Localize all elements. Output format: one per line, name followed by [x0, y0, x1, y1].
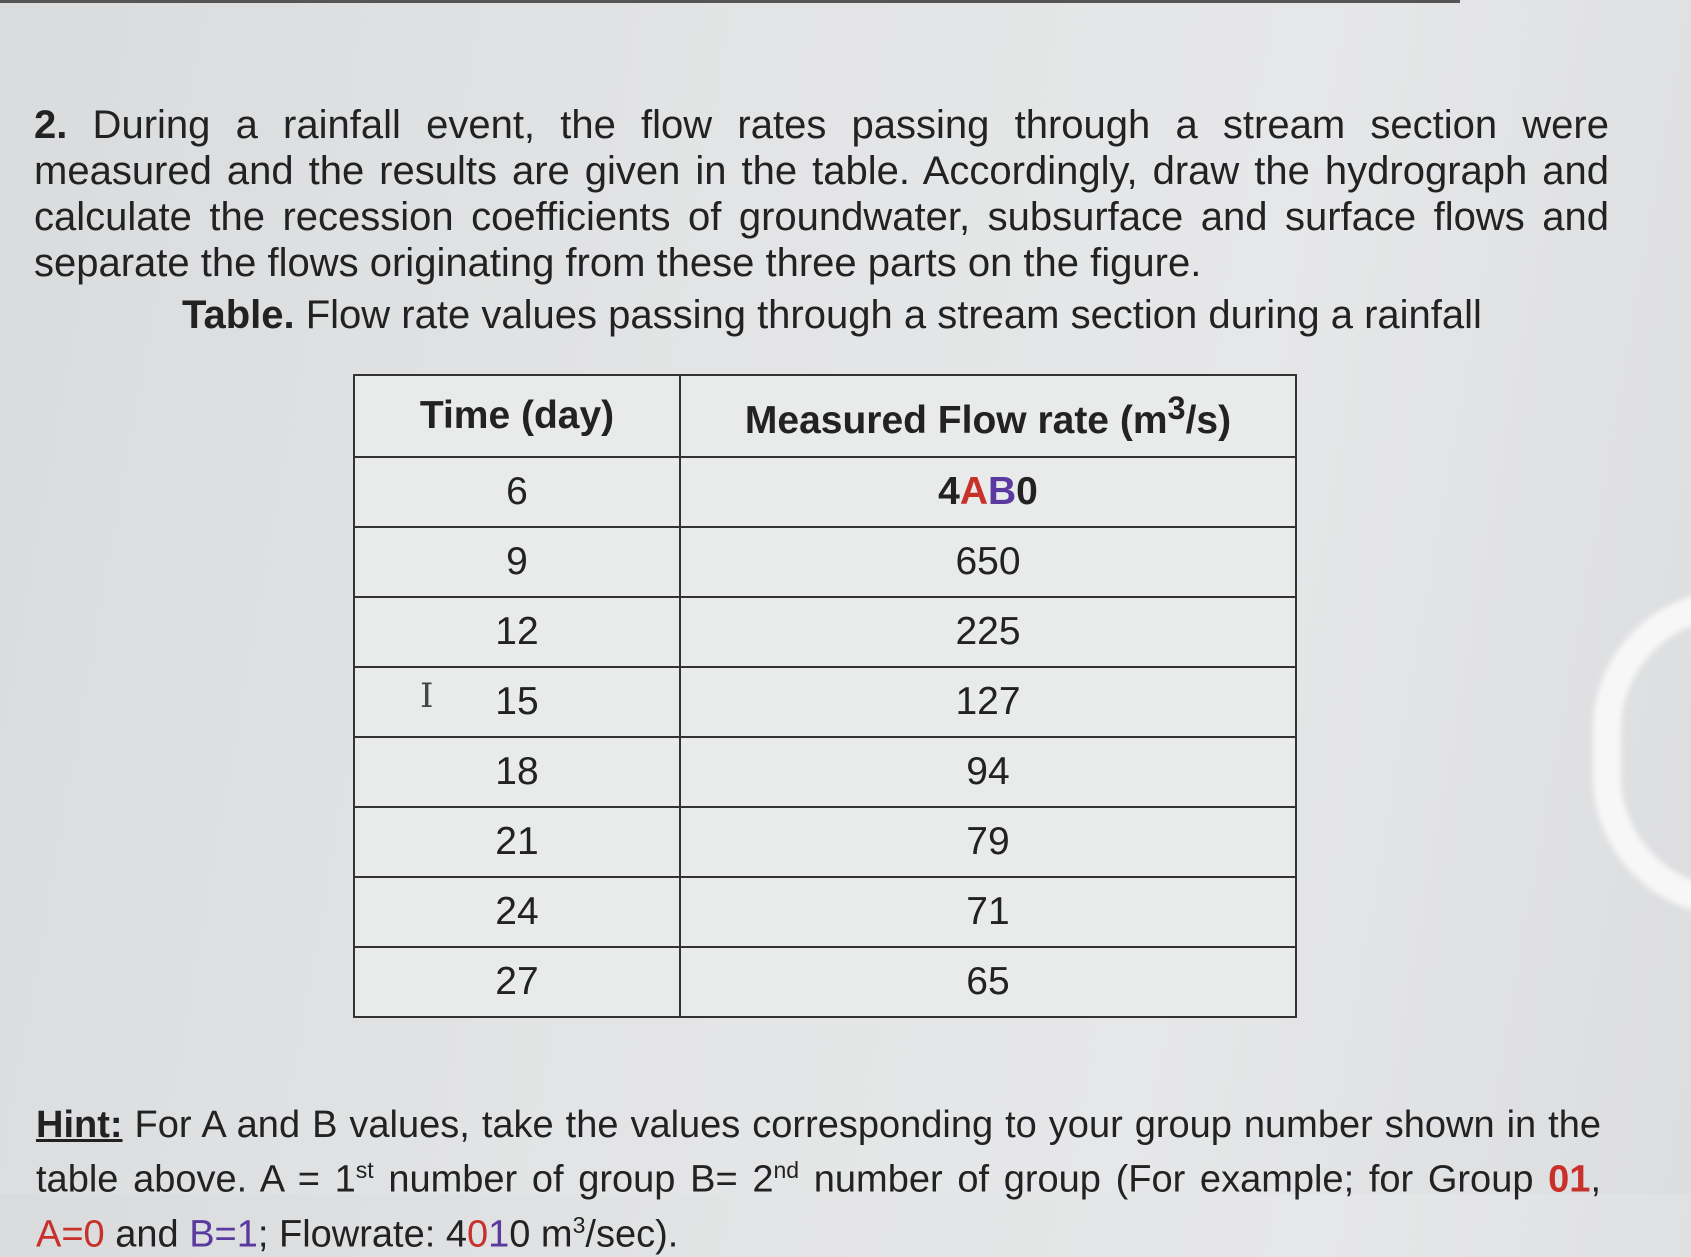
header-flow — [680, 375, 1296, 457]
hint-part: , — [1590, 1158, 1601, 1201]
header-flow-sup: 3 — [1167, 389, 1186, 426]
table-row — [354, 807, 1296, 877]
hint-b-value: B=1 — [189, 1213, 258, 1256]
flow-cell: 94 — [680, 737, 1296, 807]
hint-sup: nd — [773, 1157, 800, 1183]
table-row — [354, 597, 1296, 667]
hint-text — [36, 1103, 1601, 1257]
header-time: Time (day) — [354, 375, 680, 457]
time-cell: 9 — [354, 527, 680, 597]
question-text — [34, 102, 1609, 286]
hint-part: ; Flowrate: 4 — [257, 1213, 467, 1256]
hint-sup: 3 — [572, 1211, 586, 1238]
hint-part: number of group (For example; for Group — [799, 1158, 1549, 1201]
group-digit-a: 0 — [1548, 1158, 1570, 1201]
table-row — [354, 667, 1296, 737]
hint-label: Hint: — [36, 1104, 123, 1146]
flow-rate-table — [353, 374, 1297, 1018]
time-cell: 12 — [354, 597, 680, 667]
table-row — [354, 527, 1296, 597]
table-row — [354, 947, 1296, 1017]
hint-part: /sec). — [585, 1213, 679, 1256]
flow-cell: 225 — [680, 597, 1296, 667]
flow-cell: 71 — [680, 877, 1296, 947]
flow-cell: 79 — [680, 807, 1296, 877]
caption-text: Flow rate values passing through a stream section during a rainfall — [294, 293, 1482, 337]
flow-var-b: B — [988, 470, 1017, 513]
time-cell: 21 — [354, 807, 680, 877]
flow-digit: 0 — [1016, 470, 1038, 513]
header-flow-suffix: /s) — [1185, 398, 1232, 442]
hint-a-value: A=0 — [36, 1213, 105, 1256]
hint-part: and — [104, 1213, 190, 1256]
text-cursor-icon: I — [420, 676, 434, 716]
flow-cell: 127 — [680, 667, 1296, 737]
light-glare — [1593, 590, 1691, 916]
time-cell: 15 — [354, 667, 680, 737]
caption-label: Table. — [182, 293, 295, 337]
flow-cell-placeholder — [680, 457, 1296, 527]
table-row — [354, 737, 1296, 807]
group-number — [1548, 1159, 1590, 1201]
time-cell: 27 — [354, 947, 680, 1017]
question-number: 2. — [34, 103, 68, 147]
hint-sup: st — [355, 1157, 374, 1183]
table-header-row — [354, 375, 1296, 457]
table-row — [354, 877, 1296, 947]
table-caption — [182, 292, 1482, 338]
header-flow-prefix: Measured Flow rate (m — [744, 398, 1168, 442]
flow-cell: 650 — [680, 527, 1296, 597]
flow-digit: 4 — [938, 470, 960, 513]
flow-var-a: A — [959, 470, 988, 513]
flow-cell: 65 — [680, 947, 1296, 1017]
hint-part: 0 — [509, 1213, 531, 1256]
hint-part: m — [530, 1213, 573, 1256]
time-cell: 24 — [354, 877, 680, 947]
flowrate-b-digit: 1 — [488, 1213, 510, 1256]
time-cell: 6 — [354, 457, 680, 527]
table-row — [354, 457, 1296, 527]
question-body: During a rainfall event, the flow rates passing through a stream section were measured and the results are given in the table. Accordingly, draw the hydrograph and calculate the recession coefficients of groundwater, subsurface and surface flows and separate the flows originating from these three parts on the figure. — [34, 103, 1609, 285]
flowrate-a-digit: 0 — [466, 1213, 489, 1256]
hint-part: number of group B= 2 — [373, 1158, 774, 1201]
hint-part: For A and B values, take the values corresponding to your group number shown in the table above. A = 1 — [36, 1104, 1601, 1201]
group-digit-b: 1 — [1569, 1158, 1591, 1201]
page-top-rule — [0, 0, 1460, 3]
time-cell: 18 — [354, 737, 680, 807]
